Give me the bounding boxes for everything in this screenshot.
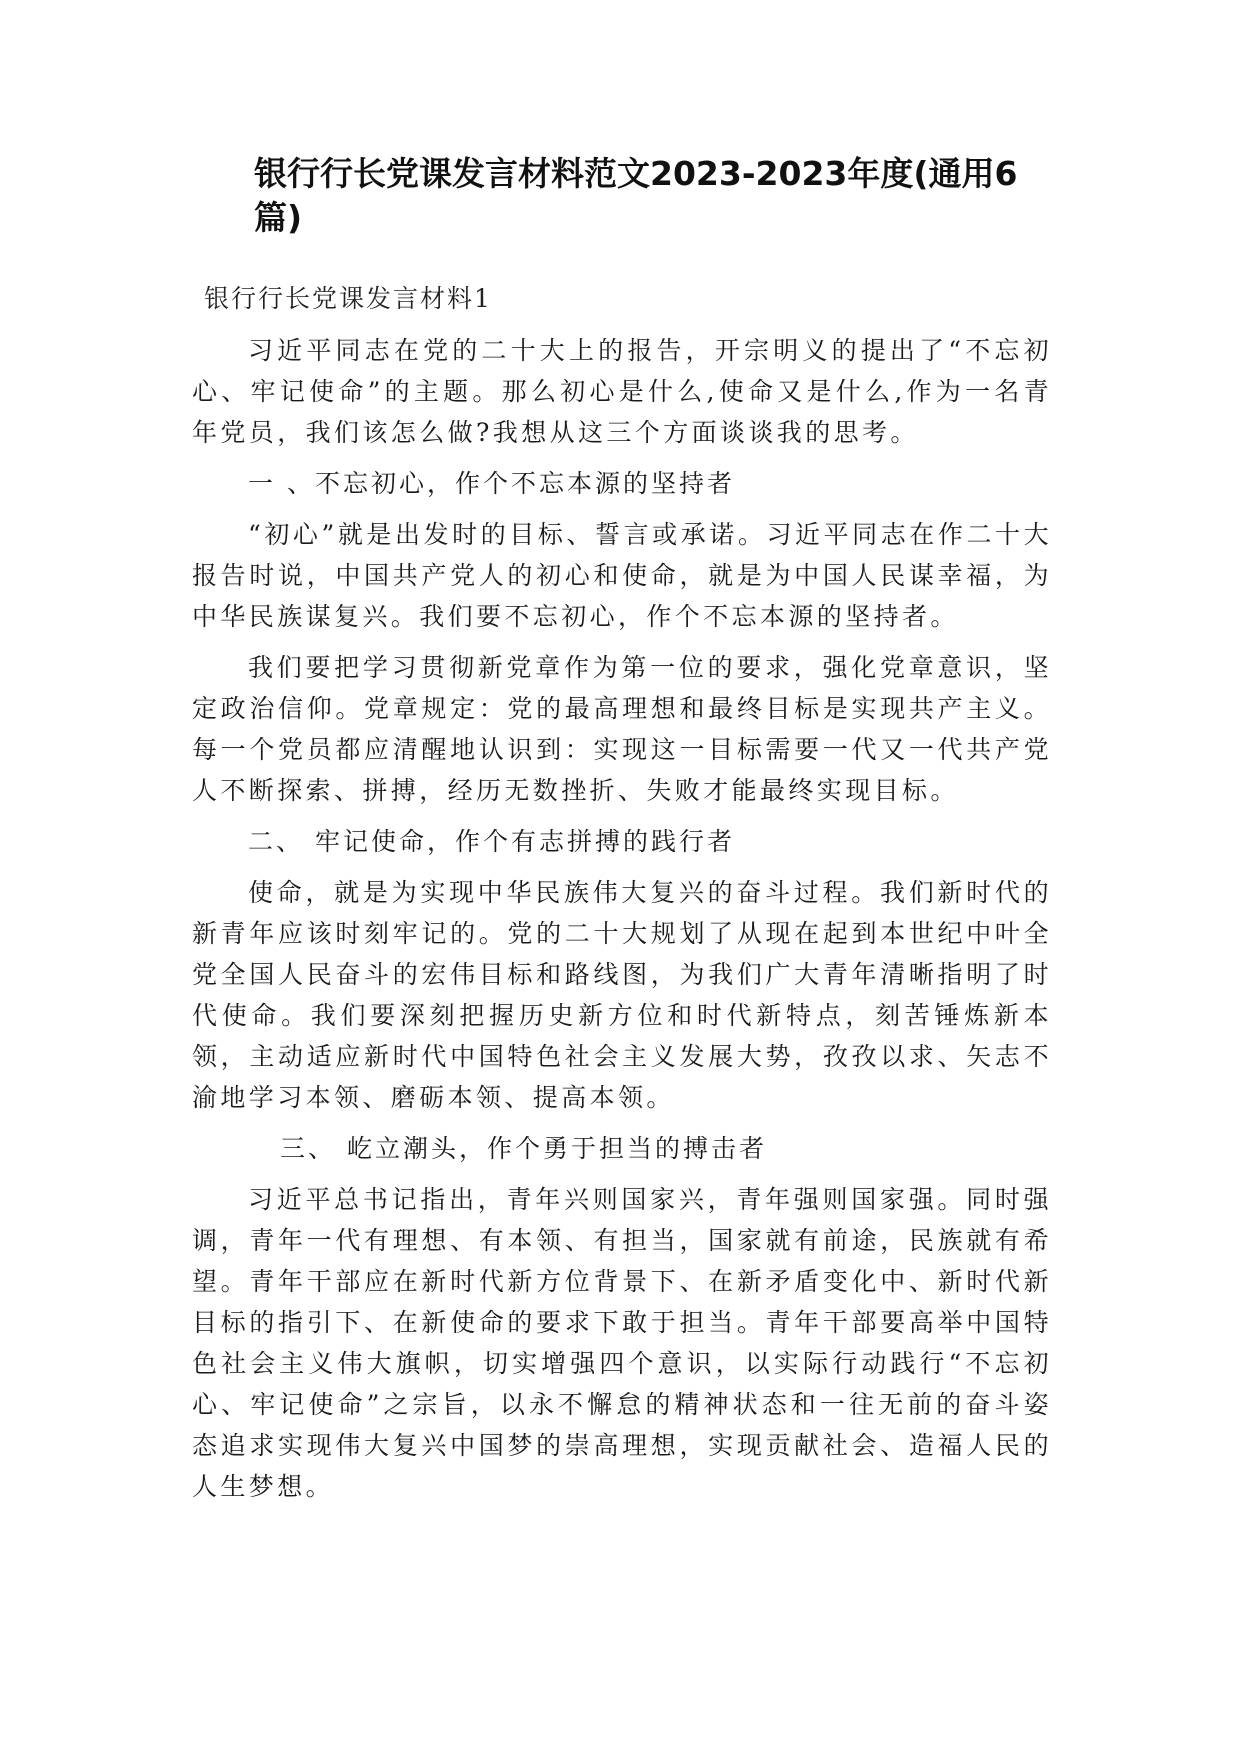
paragraph-party-constitution: 我们要把学习贯彻新党章作为第一位的要求，强化党章意识，坚定政治信仰。党章规定：党的最高理想和最终目标是实现共产主义。每一个党员都应清醒地认识到：实现这一目标需要一代又一代共产党人不断探索、拼搏，经历无数挫折、失败才能最终实现目标。 bbox=[192, 653, 1052, 805]
section-heading-3: 三、 屹立潮头，作个勇于担当的搏击者 bbox=[280, 1134, 767, 1163]
intro-paragraph: 习近平同志在党的二十大上的报告，开宗明义的提出了“不忘初心、牢记使命”的主题。那么初心是什么,使命又是什么,作为一名青年党员，我们该怎么做?我想从这三个方面谈谈我的思考。 bbox=[192, 336, 1052, 447]
section-heading-1: 一 、不忘初心，作个不忘本源的坚持者 bbox=[248, 469, 735, 498]
paragraph-mission: 使命，就是为实现中华民族伟大复兴的奋斗过程。我们新时代的新青年应该时刻牢记的。党的二十大规划了从现在起到本世纪中叶全党全国人民奋斗的宏伟目标和路线图，为我们广大青年清晰指明了时代使命。我们要深刻把握历史新方位和时代新特点，刻苦锤炼新本领，主动适应新时代中国特色社会主义发展大势，孜孜以求、矢志不渝地学习本领、磨砺本领、提高本领。 bbox=[192, 878, 1052, 1112]
paragraph-initial-heart: “初心”就是出发时的目标、誓言或承诺。习近平同志在作二十大报告时说，中国共产党人的初心和使命，就是为中国人民谋幸福，为中华民族谋复兴。我们要不忘初心，作个不忘本源的坚持者。 bbox=[192, 520, 1052, 631]
section-heading-2: 二、 牢记使命，作个有志拼搏的践行者 bbox=[248, 827, 735, 856]
document-body bbox=[192, 330, 1052, 1517]
section-subtitle: 银行行长党课发言材料1 bbox=[204, 284, 492, 313]
document-title: 银行行长党课发言材料范文2023-2023年度(通用6篇) bbox=[254, 154, 1018, 237]
paragraph-responsibility: 习近平总书记指出，青年兴则国家兴，青年强则国家强。同时强调，青年一代有理想、有本领、有担当，国家就有前途，民族就有希望。青年干部应在新时代新方位背景下、在新矛盾变化中、新时代新目标的指引下、在新使命的要求下敢于担当。青年干部要高举中国特色社会主义伟大旗帜，切实增强四个意识，以实际行动践行“不忘初心、牢记使命”之宗旨，以永不懈怠的精神状态和一往无前的奋斗姿态追求实现伟大复兴中国梦的崇高理想，实现贡献社会、造福人民的人生梦想。 bbox=[192, 1185, 1052, 1501]
